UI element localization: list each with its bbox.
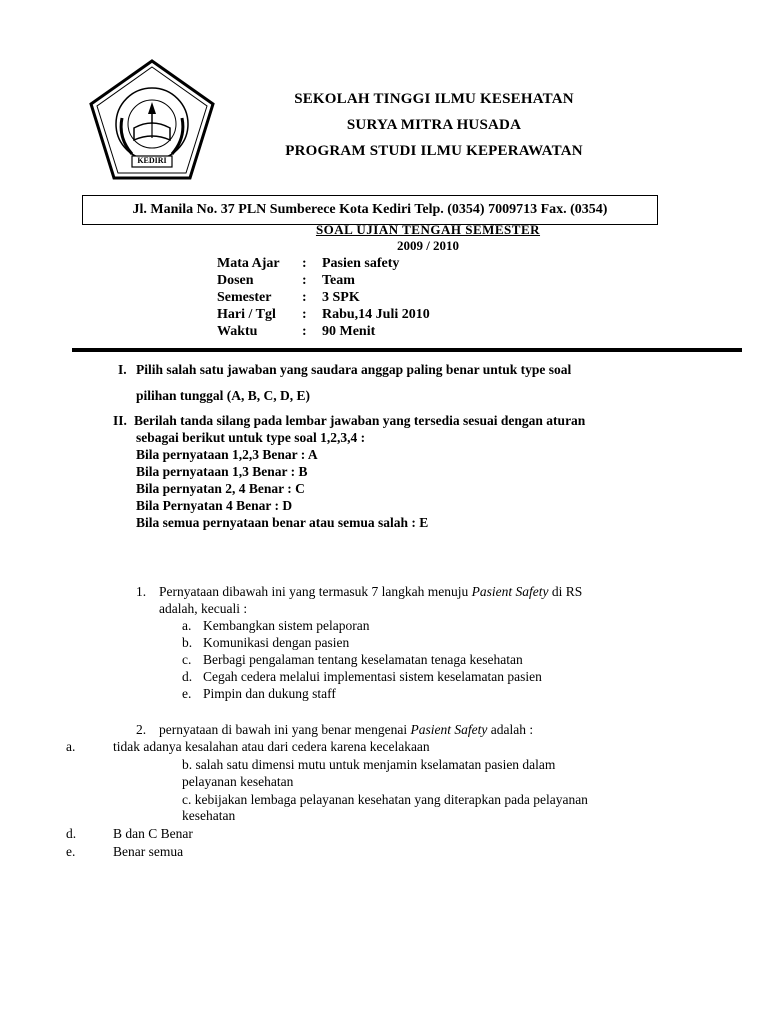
q2-option-c-line1: c. kebijakan lembaga pelayanan kesehatan yang diterapkan pada pelayanan [182,792,588,807]
program-name: PROGRAM STUDI ILMU KEPERAWATAN [285,143,583,159]
rule-line: Bila Pernyatan 4 Benar : D [136,498,293,513]
instruction-ii-number: II. [113,413,127,428]
logo-kediri-label: KEDIRI [137,156,167,165]
instruction-ii-line1: Berilah tanda silang pada lembar jawaban yang tersedia sesuai dengan aturan [134,413,586,428]
school-subname: SURYA MITRA HUSADA [346,117,522,133]
q2-option-e-letter: e. [66,844,76,859]
rule-line: Bila semua pernyataan benar atau semua salah : E [136,515,429,530]
q2-option-d-letter: d. [66,826,77,841]
rule-line: Bila pernyataan 1,2,3 Benar : A [136,447,318,462]
address-box [82,195,658,225]
q1-options [182,617,542,702]
q2-number: 2. [136,722,147,737]
instruction-ii-rules [136,429,428,531]
rule-line: sebagai berikut untuk type soal 1,2,3,4 : [136,430,366,445]
rule-line: Bila pernyatan 2, 4 Benar : C [136,481,305,496]
q2-option-e-text: Benar semua [113,844,184,859]
q2-stem: pernyataan di bawah ini yang benar mengenai Pasient Safety adalah : [159,722,534,737]
q1-stem-line2: adalah, kecuali : [159,601,248,616]
q2-option-b-line2: pelayanan kesehatan [182,774,294,789]
q2-option-c-line2: kesehatan [182,808,236,823]
school-name: SEKOLAH TINGGI ILMU KESEHATAN [294,91,574,107]
exam-year: 2009 / 2010 [396,238,460,253]
q2-option-b-line1: b. salah satu dimensi mutu untuk menjamin kselamatan pasien dalam [182,757,556,772]
q1-option-e: e. Pimpin dan dukung staff [182,686,336,701]
q1-option-b: b. Komunikasi dengan pasien [182,635,350,650]
q1-number: 1. [136,584,147,599]
info-row-mata-ajar: Mata Ajar : Pasien safety [217,256,400,271]
institution-logo [88,58,216,182]
header-divider [72,348,742,352]
instruction-i-number: I. [118,362,127,377]
q1-option-d: d. Cegah cedera melalui implementasi sistem keselamatan pasien [182,669,542,684]
q1-option-a: a. Kembangkan sistem pelaporan [182,618,370,633]
address-text: Jl. Manila No. 37 PLN Sumberece Kota Kediri Telp. (0354) 7009713 Fax. (0354) [132,202,608,217]
info-row-waktu: Waktu : 90 Menit [217,324,376,339]
instruction-i-line2: pilihan tunggal (A, B, C, D, E) [136,388,311,403]
rule-line: Bila pernyataan 1,3 Benar : B [136,464,308,479]
exam-title: SOAL UJIAN TENGAH SEMESTER [315,222,541,237]
q2-option-a-letter: a. [66,739,76,754]
instruction-i-line1: Pilih salah satu jawaban yang saudara anggap paling benar untuk type soal [136,362,572,377]
q2-option-d-text: B dan C Benar [113,826,193,841]
q2-option-a-text: tidak adanya kesalahan atau dari cedera karena kecelakaan [113,739,430,754]
info-row-dosen: Dosen : Team [217,273,355,288]
info-row-semester: Semester : 3 SPK [217,290,360,305]
exam-info-table [217,255,430,340]
q1-stem: Pernyataan dibawah ini yang termasuk 7 langkah menuju Pasient Safety di RS [159,584,583,599]
q1-option-c: c. Berbagi pengalaman tentang keselamatan tenaga kesehatan [182,652,523,667]
info-row-hari-tgl: Hari / Tgl : Rabu,14 Juli 2010 [217,307,430,322]
